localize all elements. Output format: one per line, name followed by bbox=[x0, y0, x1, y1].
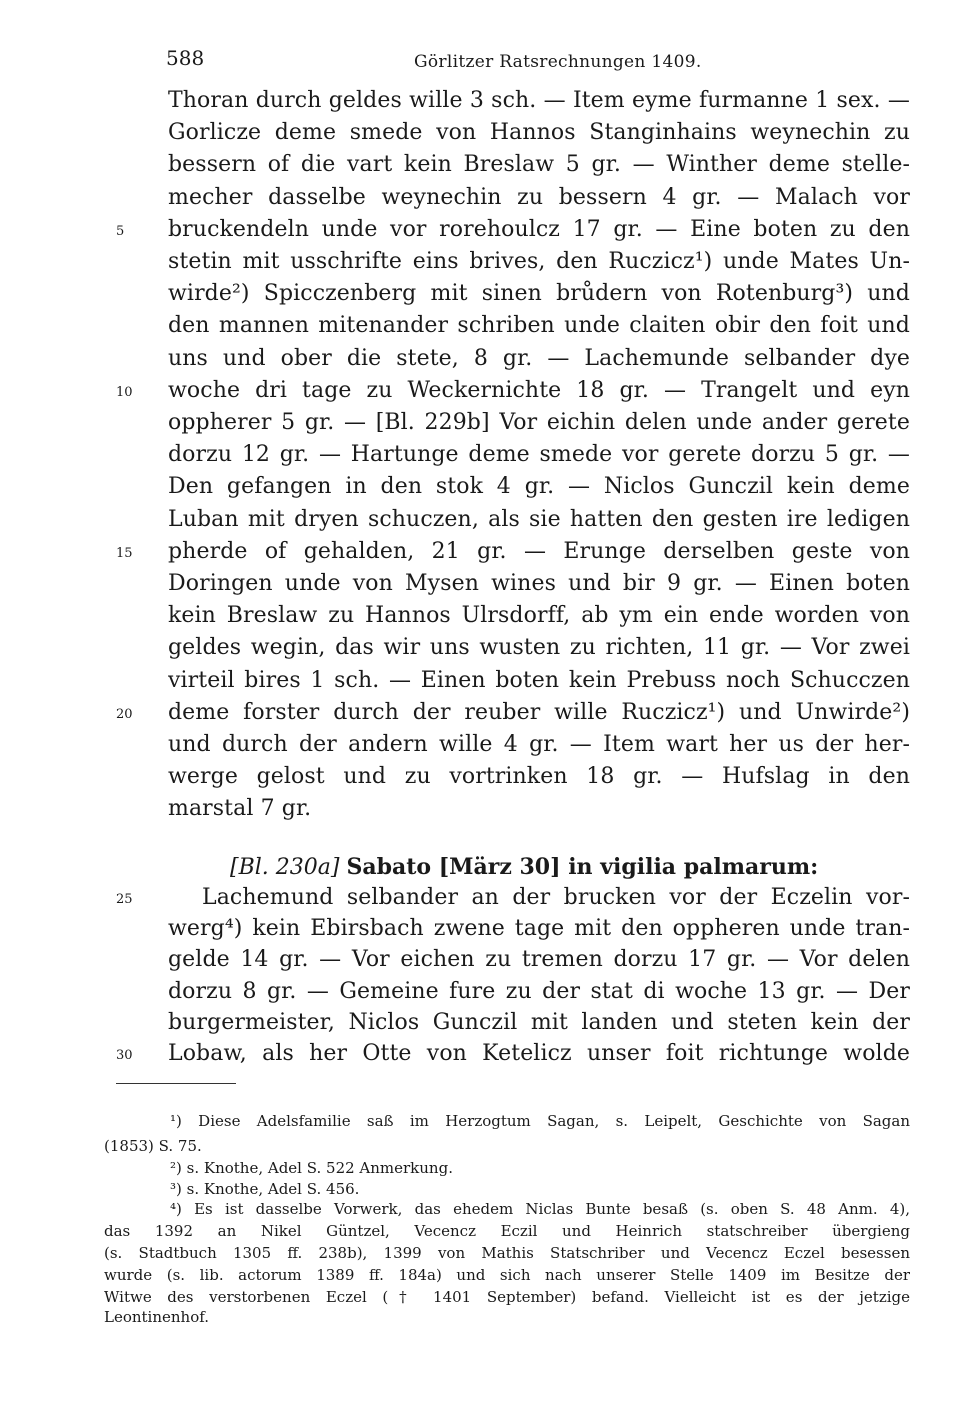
line-text: den mannen mitenander schriben unde claiten obir den foit und bbox=[168, 313, 910, 339]
line-text: wirde²) Spicczenberg mit sinen brůdern von Rotenburg³) und bbox=[168, 281, 910, 307]
footnote-separator bbox=[116, 1083, 236, 1084]
text-line bbox=[0, 730, 960, 762]
footnote-line: ⁴) Es ist dasselbe Vorwerk, das ehedem Niclas Bunte besaß (s. oben S. 48 Anm. 4), bbox=[170, 1200, 910, 1218]
text-line bbox=[0, 279, 960, 311]
page-number: 588 bbox=[166, 46, 205, 70]
line-number: 10 bbox=[116, 384, 133, 400]
text-line bbox=[0, 1039, 960, 1071]
section-heading bbox=[230, 852, 870, 883]
line-text: Thoran durch geldes wille 3 sch. — Item eyme furmanne 1 sex. — bbox=[168, 88, 910, 113]
line-text: marstal 7 gr. bbox=[168, 796, 312, 822]
text-line bbox=[0, 633, 960, 665]
line-text: Lachemund selbander an der brucken vor der Eczelin vor- bbox=[202, 885, 910, 910]
text-line bbox=[0, 215, 960, 247]
text-line bbox=[0, 883, 960, 915]
text-line bbox=[0, 247, 960, 279]
text-line bbox=[0, 666, 960, 698]
line-text: Den gefangen in den stok 4 gr. — Niclos Gunczil kein deme bbox=[168, 474, 910, 500]
line-text: werg⁴) kein Ebirsbach zwene tage mit den oppheren unde tran- bbox=[168, 916, 910, 942]
footnote-line: (1853) S. 75. bbox=[104, 1137, 202, 1155]
line-text: gelde 14 gr. — Vor eichen zu tremen dorzu 17 gr. — Vor delen bbox=[168, 947, 910, 973]
text-line bbox=[0, 408, 960, 440]
footnote-line: Leontinenhof. bbox=[104, 1308, 210, 1326]
line-text: Gorlicze deme smede von Hannos Stanginhains weynechin zu bbox=[168, 120, 910, 146]
line-text: pherde of gehalden, 21 gr. — Erunge derselben geste von bbox=[168, 538, 910, 564]
running-title: Görlitzer Ratsrechnungen 1409. bbox=[414, 52, 702, 72]
line-text: stetin mit usschrifte eins brives, den Ruczicz¹) unde Mates Un- bbox=[168, 249, 910, 274]
text-line bbox=[0, 1008, 960, 1040]
text-line bbox=[0, 537, 960, 569]
line-number: 25 bbox=[116, 892, 133, 907]
line-number: 30 bbox=[116, 1048, 133, 1063]
text-line bbox=[0, 150, 960, 182]
text-line bbox=[0, 440, 960, 472]
footnote-line: (s. Stadtbuch 1305 ff. 238b), 1399 von Mathis Statschriber und Vecencz Eczel besessen bbox=[104, 1244, 910, 1262]
line-text: Lobaw, als her Otte von Ketelicz unser foit richtunge wolde bbox=[168, 1041, 910, 1066]
line-text: dorzu 12 gr. — Hartunge deme smede vor gerete dorzu 5 gr. — bbox=[168, 442, 910, 468]
text-line bbox=[0, 86, 960, 118]
line-text: geldes wegin, das wir uns wusten zu richten, 11 gr. — Vor zwei bbox=[168, 635, 910, 661]
line-text: oppherer 5 gr. — [Bl. 229b] Vor eichin delen unde ander gerete bbox=[168, 410, 910, 435]
text-line bbox=[0, 569, 960, 601]
page-header bbox=[166, 46, 926, 86]
line-text: bruckendeln unde vor rorehoulcz 17 gr. — Eine boten zu den bbox=[168, 216, 910, 242]
heading-date: Sabato [März 30] in vigilia palmarum: bbox=[346, 854, 819, 880]
line-text: werge gelost und zu vortrinken 18 gr. — Hufslag in den bbox=[168, 764, 910, 790]
text-line bbox=[0, 914, 960, 946]
text-line bbox=[0, 472, 960, 504]
line-number: 5 bbox=[116, 223, 125, 239]
line-text: Luban mit dryen schuczen, als sie hatten den gesten ire ledigen bbox=[168, 506, 910, 532]
text-line bbox=[0, 311, 960, 343]
text-line bbox=[0, 794, 960, 826]
line-text: dorzu 8 gr. — Gemeine fure zu der stat di woche 13 gr. — Der bbox=[168, 978, 910, 1004]
text-line bbox=[0, 183, 960, 215]
text-line bbox=[0, 762, 960, 794]
footnote-line: Witwe des verstorbenen Eczel († 1401 September) befand. Vielleicht ist es der jetzige bbox=[104, 1288, 910, 1306]
line-text: deme forster durch der reuber wille Ruczicz¹) und Unwirde²) bbox=[168, 699, 910, 725]
footnote-line: ³) s. Knothe, Adel S. 456. bbox=[170, 1180, 360, 1198]
line-text: woche dri tage zu Weckernichte 18 gr. — Trangelt und eyn bbox=[168, 377, 910, 403]
line-text: uns und ober die stete, 8 gr. — Lachemunde selbander dye bbox=[168, 345, 910, 371]
line-text: Doringen unde von Mysen wines und bir 9 gr. — Einen boten bbox=[168, 571, 910, 596]
folio-reference: [Bl. 230a] bbox=[230, 855, 340, 880]
text-line bbox=[0, 945, 960, 977]
line-text: und durch der andern wille 4 gr. — Item wart her us der her- bbox=[168, 732, 910, 757]
text-line bbox=[0, 118, 960, 150]
footnote-line: ¹) Diese Adelsfamilie saß im Herzogtum Sagan, s. Leipelt, Geschichte von Sagan bbox=[170, 1112, 910, 1130]
line-number: 15 bbox=[116, 545, 133, 561]
line-text: burgermeister, Niclos Gunczil mit landen und steten kein der bbox=[168, 1009, 910, 1035]
text-line bbox=[0, 698, 960, 730]
line-text: bessern of die vart kein Breslaw 5 gr. — Winther deme stelle- bbox=[168, 152, 910, 178]
text-line bbox=[0, 977, 960, 1009]
text-line bbox=[0, 376, 960, 408]
line-text: mecher dasselbe weynechin zu bessern 4 gr. — Malach vor bbox=[168, 184, 910, 210]
text-line bbox=[0, 344, 960, 376]
line-number: 20 bbox=[116, 706, 133, 722]
line-text: kein Breslaw zu Hannos Ulrsdorff, ab ym ein ende worden von bbox=[168, 603, 910, 629]
footnote-line: das 1392 an Nikel Güntzel, Vecencz Eczil und Heinrich statschreiber übergieng bbox=[104, 1222, 910, 1240]
text-line bbox=[0, 505, 960, 537]
text-line bbox=[0, 601, 960, 633]
footnote-line: ²) s. Knothe, Adel S. 522 Anmerkung. bbox=[170, 1159, 453, 1177]
line-text: virteil bires 1 sch. — Einen boten kein Prebuss noch Schucczen bbox=[168, 667, 910, 693]
footnote-line: wurde (s. lib. actorum 1389 ff. 184a) und sich nach unserer Stelle 1409 im Besitze der bbox=[104, 1266, 910, 1284]
